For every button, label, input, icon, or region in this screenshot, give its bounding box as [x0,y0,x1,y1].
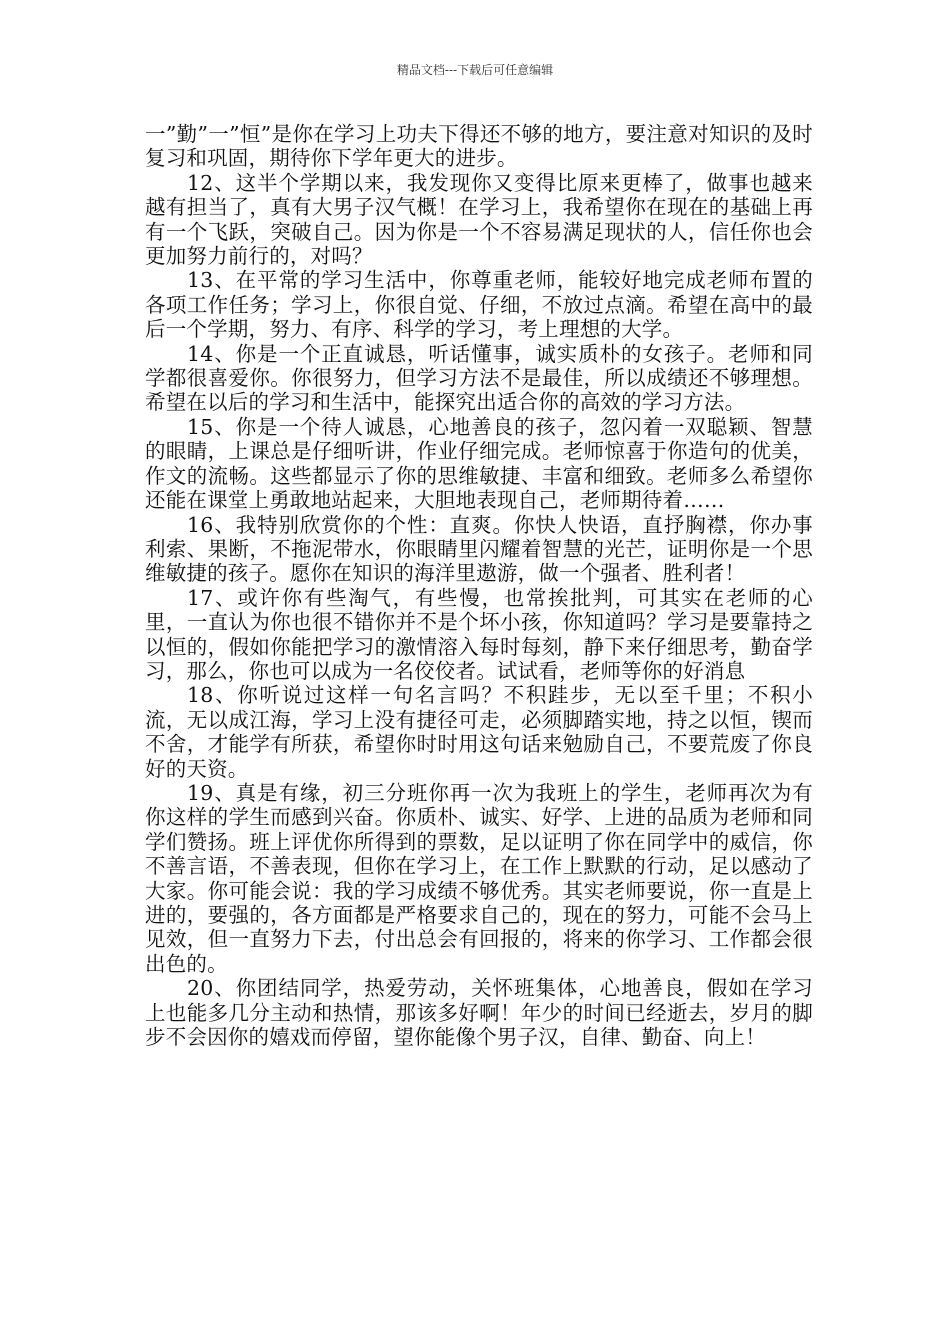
paragraph-17: 17、或许你有些淘气，有些慢，也常挨批判，可其实在老师的心里，一直认为你也很不错你并不是个坏小孩，你知道吗？学习是要靠持之以恒的，假如你能把学习的激情溶入每时每刻，静下来仔细思考，勤奋学习，那么，你也可以成为一名佼佼者。试试看，老师等你的好消息 [145,585,813,683]
paragraph-18: 18、你听说过这样一句名言吗？不积跬步，无以至千里；不积小流，无以成江海，学习上没有捷径可走，必须脚踏实地，持之以恒，锲而不舍，才能学有所获，希望你时时用这句话来勉励自己，不要荒废了你良好的天资。 [145,683,813,781]
paragraph-14: 14、你是一个正直诚恳，听话懂事，诚实质朴的女孩子。老师和同学都很喜爱你。你很努力，但学习方法不是最佳，所以成绩还不够理想。希望在以后的学习和生活中，能探究出适合你的高效的学习方法。 [145,341,813,415]
document-body [145,122,813,1049]
page-header: 精品文档---下载后可任意编辑 [396,63,554,77]
paragraph-19: 19、真是有缘，初三分班你再一次为我班上的学生，老师再次为有你这样的学生而感到兴奋。你质朴、诚实、好学、上进的品质为老师和同学们赞扬。班上评优你所得到的票数，足以证明了你在同学中的威信，你不善言语，不善表现，但你在学习上，在工作上默默的行动，足以感动了大家。你可能会说：我的学习成绩不够优秀。其实老师要说，你一直是上进的，要强的，各方面都是严格要求自己的，现在的努力，可能不会马上见效，但一直努力下去，付出总会有回报的，将来的你学习、工作都会很出色的。 [145,780,813,976]
paragraph-20: 20、你团结同学，热爱劳动，关怀班集体，心地善良，假如在学习上也能多几分主动和热情，那该多好啊！年少的时间已经逝去，岁月的脚步不会因你的嬉戏而停留，望你能像个男子汉，自律、勤奋、向上！ [145,976,813,1050]
paragraph-15: 15、你是一个待人诚恳，心地善良的孩子，忽闪着一双聪颖、智慧的眼睛，上课总是仔细听讲，作业仔细完成。老师惊喜于你造句的优美，作文的流畅。这些都显示了你的思维敏捷、丰富和细致。老师多么希望你还能在课堂上勇敢地站起来，大胆地表现自己，老师期待着…… [145,414,813,513]
paragraph-13: 13、在平常的学习生活中，你尊重老师，能较好地完成老师布置的各项工作任务；学习上，你很自觉、仔细，不放过点滴。希望在高中的最后一个学期，努力、有序、科学的学习，考上理想的大学。 [145,268,813,342]
paragraph-12: 12、这半个学期以来，我发现你又变得比原来更棒了，做事也越来越有担当了，真有大男子汉气概！在学习上，我希望你在现在的基础上再有一个飞跃，突破自己。因为你是一个不容易满足现状的人，信任你也会更加努力前行的，对吗？ [145,170,813,269]
paragraph-continuation: 一”勤”一”恒”是你在学习上功夫下得还不够的地方，要注意对知识的及时复习和巩固，期待你下学年更大的进步。 [145,122,813,171]
paragraph-16: 16、我特别欣赏你的个性：直爽。你快人快语，直抒胸襟，你办事利索、果断，不拖泥带水，你眼睛里闪耀着智慧的光芒，证明你是一个思维敏捷的孩子。愿你在知识的海洋里遨游，做一个强者、胜利者！ [145,512,813,586]
